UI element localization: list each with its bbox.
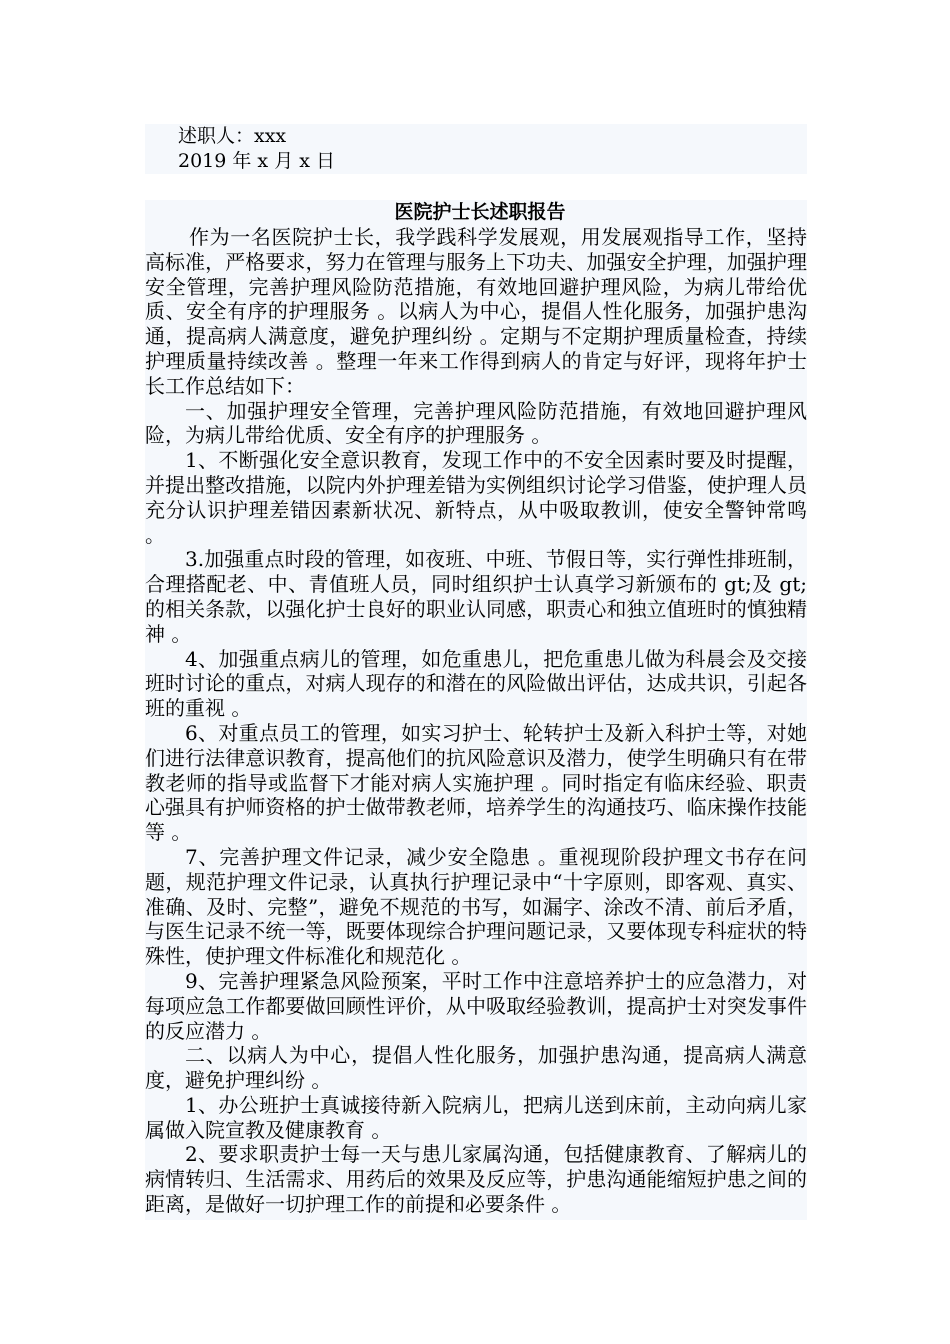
paragraph-section-1-heading: 一、加强护理安全管理，完善护理风险防范措施，有效地回避护理风险，为病儿带给优质、安全有序的护理服务 。 <box>145 398 807 448</box>
paragraph-item-7: 7、完善护理文件记录，减少安全隐患 。重视现阶段护理文书存在问题，规范护理文件记录，认真执行护理记录中“十字原则，即客观、真实、准确、及时、完整”，避免不规范的书写，如漏字、涂改不清、前后矛盾，与医生记录不统一等，既要体现综合护理问题记录，又要体现专科症状的特殊性，使护理文件标准化和规范化 。 <box>145 844 807 969</box>
report-date: 2019 年 x 月 x 日 <box>178 150 335 172</box>
paragraph-item-9: 9、完善护理紧急风险预案，平时工作中注意培养护士的应急潜力，对每项应急工作都要做回顾性评价，从中吸取经验教训，提高护士对突发事件的反应潜力 。 <box>145 968 807 1043</box>
paragraph-section-2-heading: 二、以病人为中心，提倡人性化服务，加强护患沟通，提高病人满意度，避免护理纠纷 。 <box>145 1043 807 1093</box>
paragraph-s2-item-1: 1、办公班护士真诚接待新入院病儿，把病儿送到床前，主动向病儿家属做入院宣教及健康教育 。 <box>145 1092 807 1142</box>
signature-block <box>145 124 807 174</box>
paragraph-item-4: 4、加强重点病儿的管理，如危重患儿，把危重患儿做为科晨会及交接班时讨论的重点，对病人现存的和潜在的风险做出评估，达成共识，引起各班的重视 。 <box>145 646 807 721</box>
paragraph-s2-item-2: 2、要求职责护士每一天与患儿家属沟通，包括健康教育、了解病儿的病情转归、生活需求、用药后的效果及反应等，护患沟通能缩短护患之间的距离，是做好一切护理工作的前提和必要条件 。 <box>145 1142 807 1217</box>
paragraph-item-6: 6、对重点员工的管理，如实习护士、轮转护士及新入科护士等，对她们进行法律意识教育，提高他们的抗风险意识及潜力，使学生明确只有在带教老师的指导或监督下才能对病人实施护理 。同时指定有临床经验、职责心强具有护师资格的护士做带教老师，培养学生的沟通技巧、临床操作技能等 。 <box>145 720 807 845</box>
reporter-name: 述职人：xxx <box>178 125 287 147</box>
report-title: 医院护士长述职报告 <box>394 201 566 223</box>
paragraph-item-3: 3.加强重点时段的管理，如夜班、中班、节假日等，实行弹性排班制，合理搭配老、中、青值班人员，同时组织护士认真学习新颁布的 gt;及 gt;的相关条款，以强化护士良好的职业认同感，职责心和独立值班时的慎独精神 。 <box>145 547 807 646</box>
paragraph-intro: 作为一名医院护士长，我学践科学发展观，用发展观指导工作，坚持高标准，严格要求，努力在管理与服务上下功夫、加强安全护理，加强护理安全管理，完善护理风险防范措施，有效地回避护理风险，为病儿带给优质、安全有序的护理服务 。以病人为中心，提倡人性化服务，加强护患沟通，提高病人满意度，避免护理纠纷 。定期与不定期护理质量检查，持续护理质量持续改善 。整理一年来工作得到病人的肯定与好评，现将年护士长工作总结如下： <box>145 225 807 398</box>
paragraph-item-1: 1、不断强化安全意识教育，发现工作中的不安全因素时要及时提醒，并提出整改措施，以院内外护理差错为实例组织讨论学习借鉴，使护理人员充分认识护理差错因素新状况、新特点，从中吸取教训，使安全警钟常鸣 。 <box>145 448 807 547</box>
report-body <box>145 200 807 1220</box>
